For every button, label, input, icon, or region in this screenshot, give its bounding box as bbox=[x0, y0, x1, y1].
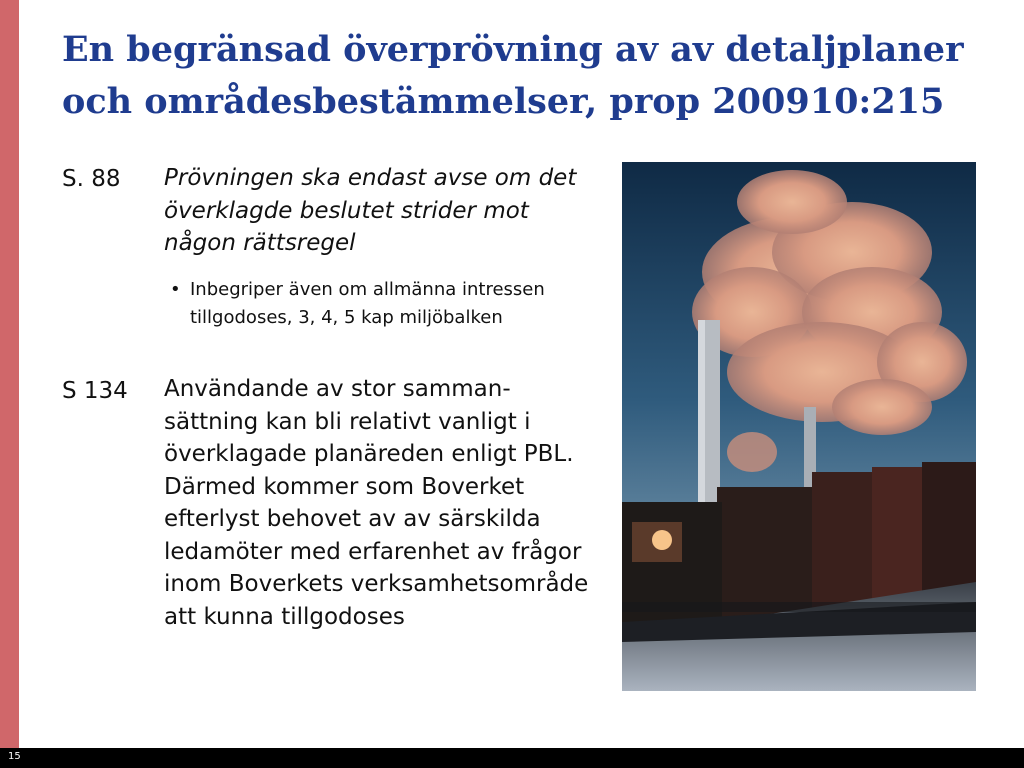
footer-bar bbox=[0, 748, 1024, 768]
page-number: 15 bbox=[8, 751, 21, 762]
bullet-text: Inbegriper även om allmänna intressen tillgodoses, 3, 4, 5 kap miljöbalken bbox=[190, 279, 545, 328]
accent-side-bar bbox=[0, 0, 19, 748]
section-ref-2: S 134 bbox=[62, 378, 128, 404]
section-text-1: Prövningen ska endast avse om det överklagde beslutet strider mot någon rättsregel bbox=[164, 165, 577, 256]
bullet-dot-icon: • bbox=[170, 279, 181, 300]
industrial-smokestacks-photo bbox=[622, 162, 976, 691]
bullet-item bbox=[170, 276, 610, 332]
section-text-2: Användande av stor samman-sättning kan bli relativt vanligt i överklagade planäreden enligt PBL. Därmed kommer som Boverket efterlyst behovet av av särskilda ledamöter med erfarenhet av frågor inom Boverkets verksamhetsområde att kunna tillgodoses bbox=[164, 376, 589, 630]
section-ref-1: S. 88 bbox=[62, 166, 121, 192]
slide-title: En begränsad överprövning av av detaljplaner och områdesbestämmelser, prop 200910:215 bbox=[62, 29, 964, 122]
